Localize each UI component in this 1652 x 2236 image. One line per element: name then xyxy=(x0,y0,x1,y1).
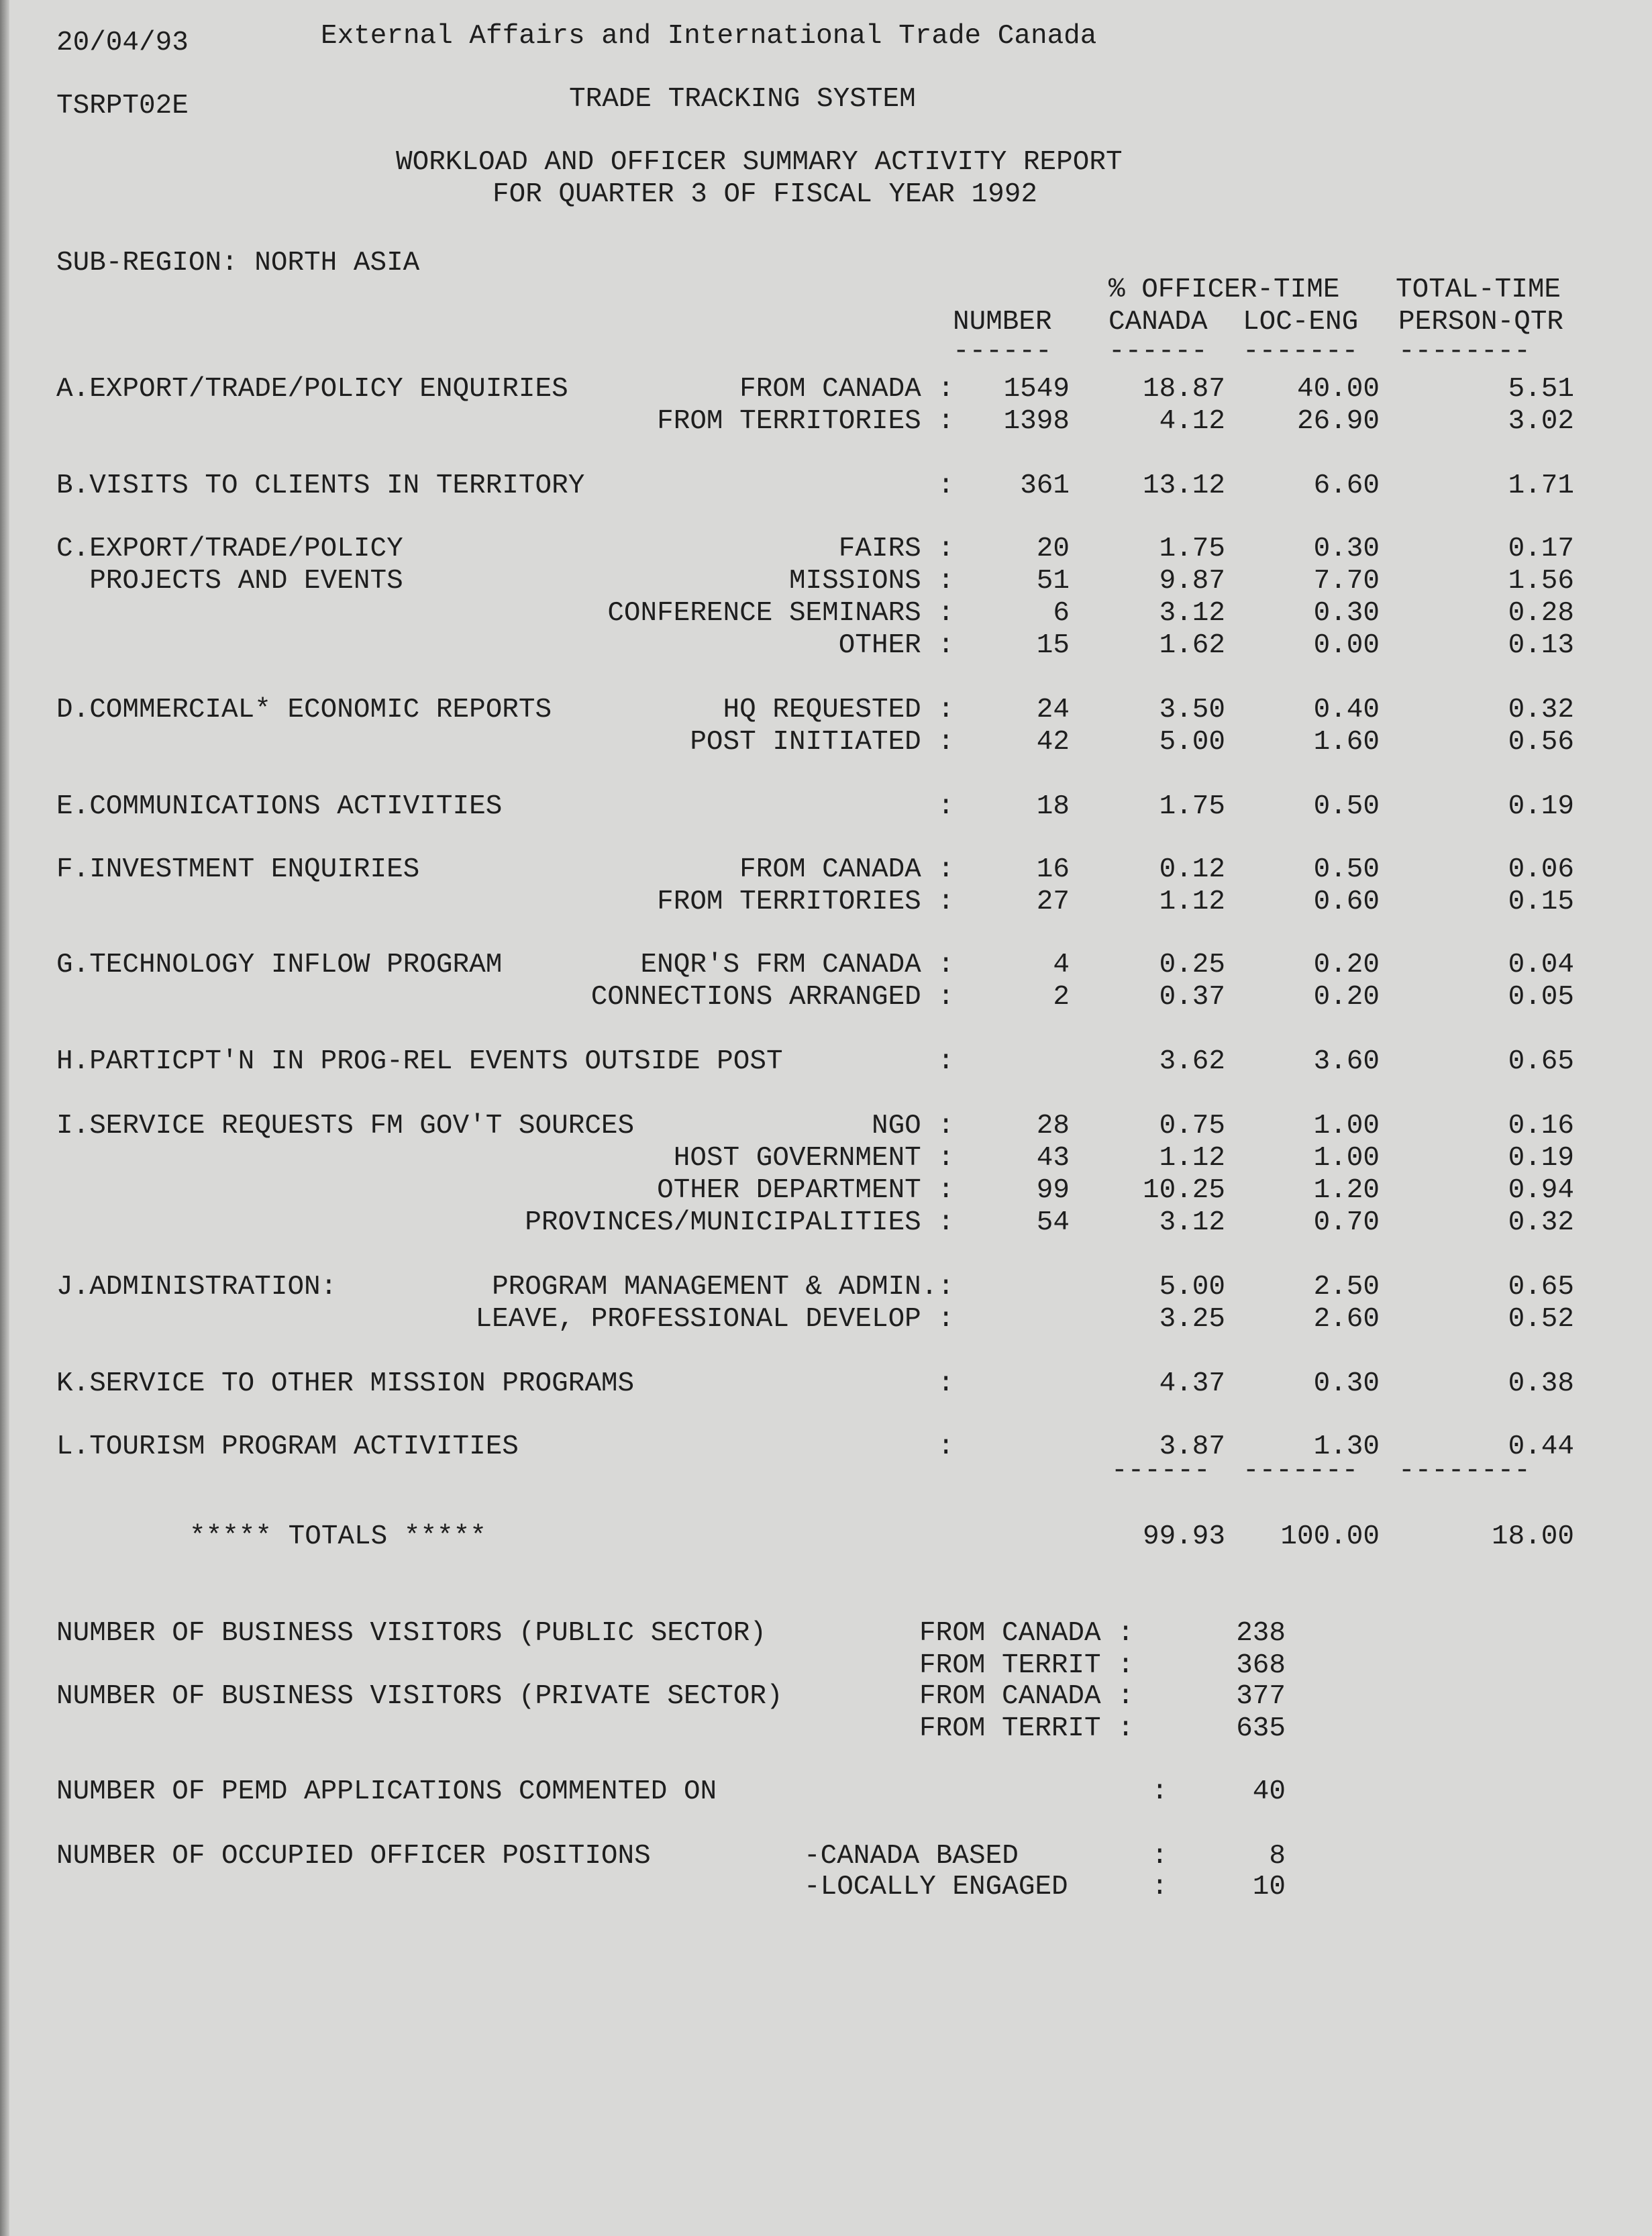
positions-label: NUMBER OF OCCUPIED OFFICER POSITIONS xyxy=(56,1841,651,1872)
row-number: 42 xyxy=(1036,727,1070,758)
positions-local-colon: : xyxy=(1151,1872,1168,1902)
row-number: 6 xyxy=(1053,598,1070,629)
positions-canada-value: 8 xyxy=(1269,1841,1286,1872)
pemd-label: NUMBER OF PEMD APPLICATIONS COMMENTED ON xyxy=(56,1776,717,1807)
row-loc-eng: 1.20 xyxy=(1313,1175,1380,1206)
pemd-colon: : xyxy=(1151,1776,1168,1807)
row-loc-eng: 0.30 xyxy=(1313,533,1380,564)
visitors-private-label: NUMBER OF BUSINESS VISITORS (PRIVATE SECTOR) xyxy=(56,1681,783,1712)
visitors-private-territ-from: FROM TERRIT : xyxy=(919,1713,1134,1744)
row-number: 1549 xyxy=(1003,374,1070,405)
row-canada: 4.12 xyxy=(1159,406,1225,437)
visitors-public-label: NUMBER OF BUSINESS VISITORS (PUBLIC SECTOR) xyxy=(56,1618,766,1649)
row-label: PROVINCES/MUNICIPALITIES : xyxy=(525,1207,954,1238)
row-loc-eng: 1.30 xyxy=(1313,1431,1380,1462)
report-title-line2: FOR QUARTER 3 OF FISCAL YEAR 1992 xyxy=(493,179,1037,210)
report-code: TSRPT02E xyxy=(56,91,189,121)
row-label: : xyxy=(937,791,954,822)
row-person-qtr: 0.19 xyxy=(1508,791,1574,822)
row-canada: 1.75 xyxy=(1159,791,1225,822)
row-canada: 3.12 xyxy=(1159,598,1225,629)
report-title-line1: WORKLOAD AND OFFICER SUMMARY ACTIVITY REPORT xyxy=(396,147,1123,178)
totals-dash-loc-eng: ------- xyxy=(1243,1456,1359,1486)
row-label: : xyxy=(937,1368,954,1399)
row-person-qtr: 0.32 xyxy=(1508,1207,1574,1238)
row-person-qtr: 0.04 xyxy=(1508,950,1574,980)
row-label: : xyxy=(937,1046,954,1077)
totals-person-qtr: 18.00 xyxy=(1491,1521,1574,1552)
positions-locally-engaged: -LOCALLY ENGAGED xyxy=(804,1872,1068,1902)
row-loc-eng: 0.20 xyxy=(1313,982,1380,1013)
row-person-qtr: 5.51 xyxy=(1508,374,1574,405)
row-label: FROM CANADA : xyxy=(739,854,954,885)
officer-time-header: % OFFICER-TIME xyxy=(1108,274,1340,305)
row-loc-eng: 1.00 xyxy=(1313,1111,1380,1141)
row-canada: 0.12 xyxy=(1159,854,1225,885)
row-loc-eng: 2.60 xyxy=(1313,1304,1380,1335)
column-number: NUMBER xyxy=(953,307,1052,338)
visitors-public-canada-value: 238 xyxy=(1236,1618,1286,1649)
row-person-qtr: 0.94 xyxy=(1508,1175,1574,1206)
column-canada: CANADA xyxy=(1108,307,1208,338)
row-person-qtr: 1.71 xyxy=(1508,470,1574,501)
report-date: 20/04/93 xyxy=(56,28,189,58)
row-label: HQ REQUESTED : xyxy=(723,695,954,725)
row-loc-eng: 0.60 xyxy=(1313,886,1380,917)
row-number: 20 xyxy=(1036,533,1070,564)
visitors-public-territ-from: FROM TERRIT : xyxy=(919,1650,1134,1681)
row-number: 51 xyxy=(1036,566,1070,597)
row-person-qtr: 0.06 xyxy=(1508,854,1574,885)
row-section: G.TECHNOLOGY INFLOW PROGRAM xyxy=(56,950,503,980)
totals-loc-eng: 100.00 xyxy=(1280,1521,1380,1552)
row-canada: 1.62 xyxy=(1159,630,1225,661)
row-label: FROM CANADA : xyxy=(739,374,954,405)
row-number: 361 xyxy=(1020,470,1070,501)
visitors-public-territ-value: 368 xyxy=(1236,1650,1286,1681)
row-loc-eng: 0.30 xyxy=(1313,1368,1380,1399)
row-person-qtr: 0.38 xyxy=(1508,1368,1574,1399)
row-canada: 4.37 xyxy=(1159,1368,1225,1399)
department-name: External Affairs and International Trade Canada xyxy=(321,21,1097,52)
row-person-qtr: 0.13 xyxy=(1508,630,1574,661)
row-number: 54 xyxy=(1036,1207,1070,1238)
row-loc-eng: 6.60 xyxy=(1313,470,1380,501)
row-loc-eng: 0.50 xyxy=(1313,791,1380,822)
row-number: 24 xyxy=(1036,695,1070,725)
row-section: A.EXPORT/TRADE/POLICY ENQUIRIES xyxy=(56,374,568,405)
row-canada: 3.25 xyxy=(1159,1304,1225,1335)
row-section: H.PARTICPT'N IN PROG-REL EVENTS OUTSIDE POST xyxy=(56,1046,783,1077)
visitors-private-canada-value: 377 xyxy=(1236,1681,1286,1712)
scan-edge xyxy=(0,0,9,2236)
row-person-qtr: 0.65 xyxy=(1508,1272,1574,1303)
row-person-qtr: 0.56 xyxy=(1508,727,1574,758)
row-number: 16 xyxy=(1036,854,1070,885)
row-canada: 9.87 xyxy=(1159,566,1225,597)
row-loc-eng: 3.60 xyxy=(1313,1046,1380,1077)
row-person-qtr: 0.32 xyxy=(1508,695,1574,725)
row-section: D.COMMERCIAL* ECONOMIC REPORTS xyxy=(56,695,552,725)
row-loc-eng: 0.30 xyxy=(1313,598,1380,629)
visitors-private-canada-from: FROM CANADA : xyxy=(919,1681,1134,1712)
row-person-qtr: 1.56 xyxy=(1508,566,1574,597)
dash-loc-eng: ------- xyxy=(1243,336,1359,367)
row-canada: 10.25 xyxy=(1142,1175,1225,1206)
row-section: J.ADMINISTRATION: xyxy=(56,1272,338,1303)
row-number: 27 xyxy=(1036,886,1070,917)
row-loc-eng: 0.70 xyxy=(1313,1207,1380,1238)
row-number: 2 xyxy=(1053,982,1070,1013)
row-person-qtr: 0.19 xyxy=(1508,1143,1574,1174)
row-label: HOST GOVERNMENT : xyxy=(673,1143,954,1174)
row-canada: 18.87 xyxy=(1142,374,1225,405)
row-label: CONFERENCE SEMINARS : xyxy=(607,598,954,629)
row-loc-eng: 1.60 xyxy=(1313,727,1380,758)
system-name: TRADE TRACKING SYSTEM xyxy=(569,84,916,115)
row-canada: 1.75 xyxy=(1159,533,1225,564)
row-section: L.TOURISM PROGRAM ACTIVITIES xyxy=(56,1431,519,1462)
row-label: POST INITIATED : xyxy=(690,727,954,758)
row-number: 99 xyxy=(1036,1175,1070,1206)
row-label: OTHER DEPARTMENT : xyxy=(657,1175,954,1206)
row-canada: 5.00 xyxy=(1159,727,1225,758)
row-section: C.EXPORT/TRADE/POLICY xyxy=(56,533,403,564)
positions-local-value: 10 xyxy=(1252,1872,1286,1902)
totals-canada: 99.93 xyxy=(1142,1521,1225,1552)
column-person-qtr: PERSON-QTR xyxy=(1398,307,1564,338)
totals-label: ***** TOTALS ***** xyxy=(189,1521,486,1552)
row-section: I.SERVICE REQUESTS FM GOV'T SOURCES xyxy=(56,1111,635,1141)
row-person-qtr: 0.44 xyxy=(1508,1431,1574,1462)
row-label: : xyxy=(937,470,954,501)
row-label: ENQR'S FRM CANADA : xyxy=(640,950,954,980)
column-loc-eng: LOC-ENG xyxy=(1243,307,1359,338)
row-canada: 1.12 xyxy=(1159,1143,1225,1174)
row-loc-eng: 0.40 xyxy=(1313,695,1380,725)
row-canada: 3.62 xyxy=(1159,1046,1225,1077)
row-person-qtr: 0.17 xyxy=(1508,533,1574,564)
row-number: 43 xyxy=(1036,1143,1070,1174)
row-person-qtr: 0.15 xyxy=(1508,886,1574,917)
row-loc-eng: 40.00 xyxy=(1296,374,1380,405)
row-canada: 3.87 xyxy=(1159,1431,1225,1462)
row-canada: 5.00 xyxy=(1159,1272,1225,1303)
row-number: 18 xyxy=(1036,791,1070,822)
row-loc-eng: 0.20 xyxy=(1313,950,1380,980)
row-label: LEAVE, PROFESSIONAL DEVELOP : xyxy=(475,1304,954,1335)
row-label: FROM TERRITORIES : xyxy=(657,886,954,917)
row-canada: 0.75 xyxy=(1159,1111,1225,1141)
row-canada: 13.12 xyxy=(1142,470,1225,501)
row-canada: 3.12 xyxy=(1159,1207,1225,1238)
row-loc-eng: 1.00 xyxy=(1313,1143,1380,1174)
visitors-private-territ-value: 635 xyxy=(1236,1713,1286,1744)
row-person-qtr: 0.52 xyxy=(1508,1304,1574,1335)
total-time-header: TOTAL-TIME xyxy=(1396,274,1561,305)
row-label: NGO : xyxy=(871,1111,954,1141)
row-loc-eng: 0.00 xyxy=(1313,630,1380,661)
row-loc-eng: 26.90 xyxy=(1296,406,1380,437)
dash-canada: ------ xyxy=(1108,336,1208,367)
row-label: PROGRAM MANAGEMENT & ADMIN.: xyxy=(492,1272,954,1303)
visitors-public-canada-from: FROM CANADA : xyxy=(919,1618,1134,1649)
row-canada: 0.25 xyxy=(1159,950,1225,980)
row-label: MISSIONS : xyxy=(788,566,954,597)
row-section: E.COMMUNICATIONS ACTIVITIES xyxy=(56,791,503,822)
sub-region: SUB-REGION: NORTH ASIA xyxy=(56,248,420,278)
dash-number: ------ xyxy=(953,336,1052,367)
row-number: 4 xyxy=(1053,950,1070,980)
row-label: : xyxy=(937,1431,954,1462)
totals-dash-person-qtr: -------- xyxy=(1398,1456,1531,1486)
row-person-qtr: 0.28 xyxy=(1508,598,1574,629)
row-section: F.INVESTMENT ENQUIRIES xyxy=(56,854,420,885)
row-section: B.VISITS TO CLIENTS IN TERRITORY xyxy=(56,470,585,501)
row-loc-eng: 2.50 xyxy=(1313,1272,1380,1303)
row-canada: 1.12 xyxy=(1159,886,1225,917)
row-number: 28 xyxy=(1036,1111,1070,1141)
row-person-qtr: 0.16 xyxy=(1508,1111,1574,1141)
row-section: K.SERVICE TO OTHER MISSION PROGRAMS xyxy=(56,1368,635,1399)
pemd-value: 40 xyxy=(1252,1776,1286,1807)
row-person-qtr: 3.02 xyxy=(1508,406,1574,437)
row-loc-eng: 7.70 xyxy=(1313,566,1380,597)
row-number: 15 xyxy=(1036,630,1070,661)
row-person-qtr: 0.65 xyxy=(1508,1046,1574,1077)
row-canada: 0.37 xyxy=(1159,982,1225,1013)
positions-canada-colon: : xyxy=(1151,1841,1168,1872)
totals-dash-canada: ------ xyxy=(1111,1456,1210,1486)
row-label: OTHER : xyxy=(838,630,954,661)
row-number: 1398 xyxy=(1003,406,1070,437)
positions-canada-based: -CANADA BASED xyxy=(804,1841,1019,1872)
row-label: CONNECTIONS ARRANGED : xyxy=(590,982,954,1013)
row-canada: 3.50 xyxy=(1159,695,1225,725)
row-section: PROJECTS AND EVENTS xyxy=(56,566,403,597)
row-label: FROM TERRITORIES : xyxy=(657,406,954,437)
row-label: FAIRS : xyxy=(838,533,954,564)
row-person-qtr: 0.05 xyxy=(1508,982,1574,1013)
row-loc-eng: 0.50 xyxy=(1313,854,1380,885)
dash-person-qtr: -------- xyxy=(1398,336,1531,367)
